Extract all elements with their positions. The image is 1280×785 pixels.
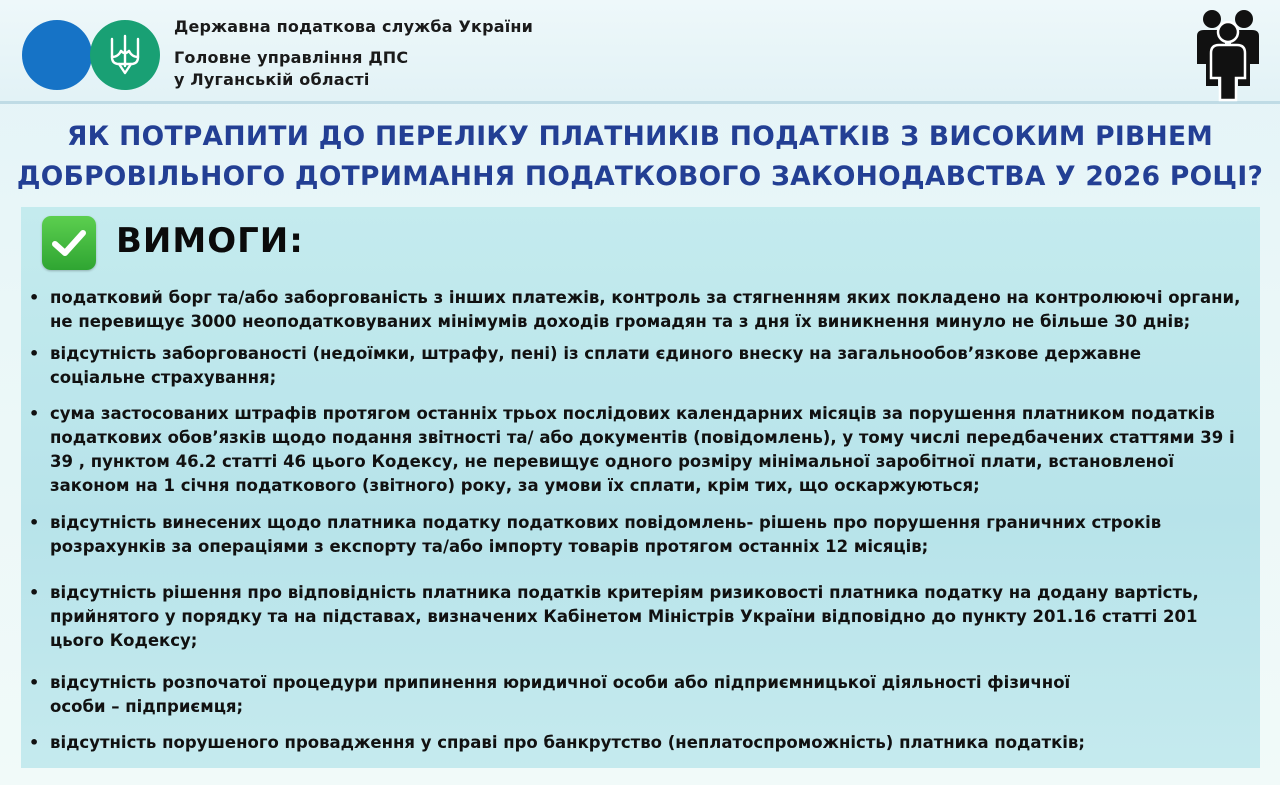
bullet: • (29, 733, 40, 752)
requirement-line: законом на 1 січня податкового (звітного) року, за умови їх сплати, крім тих, що оскаржуються; (50, 476, 980, 495)
requirement-line: 39 , пунктом 46.2 статті 46 цього Кодексу, не перевищує одного розміру мінімальної заробітної плати, встановленої (50, 452, 1175, 471)
page-title (0, 117, 1280, 197)
bullet: • (29, 673, 40, 692)
page-title-line2: ДОБРОВІЛЬНОГО ДОТРИМАННЯ ПОДАТКОВОГО ЗАКОНОДАВСТВА У 2026 РОЦІ? (16, 161, 1264, 192)
requirement-line: відсутність винесених щодо платника податку податкових повідомлень- рішень про порушення граничних строків (50, 513, 1162, 532)
org-name: Державна податкова служба України (174, 17, 534, 36)
requirement-line: розрахунків за операціями з експорту та/або імпорту товарів протягом останніх 12 місяців; (50, 537, 929, 556)
org-department: Головне управління ДПС (174, 48, 409, 67)
check-mark-button-icon (42, 216, 96, 270)
requirement-line: податкових обов’язків щодо подання звітності та/ або документів (повідомлень), у тому числі передбачених статтями 39 і (50, 428, 1235, 447)
page-title-line1: ЯК ПОТРАПИТИ ДО ПЕРЕЛІКУ ПЛАТНИКІВ ПОДАТКІВ З ВИСОКИМ РІВНЕМ (66, 121, 1214, 152)
requirements-panel (21, 207, 1260, 768)
requirement-line: відсутність розпочатої процедури припинення юридичної особи або підприємницької діяльності фізичної (50, 673, 1071, 692)
requirement-line: не перевищує 3000 неоподатковуваних мінімумів доходів громадян та з дня їх виникнення минуло не більше 30 днів; (50, 312, 1191, 331)
requirements-heading: ВИМОГИ: (116, 221, 304, 261)
bullet: • (29, 288, 40, 307)
requirement-line: відсутність рішення про відповідність платника податків критеріям ризиковості платника податку на додану вартість, (50, 583, 1199, 602)
bullet: • (29, 583, 40, 602)
org-region: у Луганській області (174, 70, 370, 89)
header (0, 0, 1280, 104)
requirement-line: відсутність порушеного провадження у справі про банкрутство (неплатоспроможність) платника податків; (50, 733, 1085, 752)
trident-emblem-icon (90, 20, 160, 90)
bullet: • (29, 404, 40, 423)
bullet: • (29, 344, 40, 363)
requirement-line: прийнятого у порядку та на підставах, визначених Кабінетом Міністрів України відповідно до пункту 201.16 статті 201 (50, 607, 1198, 626)
requirement-line: соціальне страхування; (50, 368, 277, 387)
people-group-icon (1192, 6, 1264, 102)
requirement-line: сума застосованих штрафів протягом останніх трьох послідових календарних місяців за порушення платником податків (50, 404, 1215, 423)
bullet: • (29, 513, 40, 532)
requirement-line: особи – підприємця; (50, 697, 244, 716)
requirement-line: цього Кодексу; (50, 631, 198, 650)
requirement-line: податковий борг та/або заборгованість з інших платежів, контроль за стягненням яких покладено на контролюючі органи, (50, 288, 1241, 307)
requirement-line: відсутність заборгованості (недоїмки, штрафу, пені) із сплати єдиного внеску на загальнообов’язкове державне (50, 344, 1142, 363)
dps-logo-blue-circle (22, 20, 92, 90)
